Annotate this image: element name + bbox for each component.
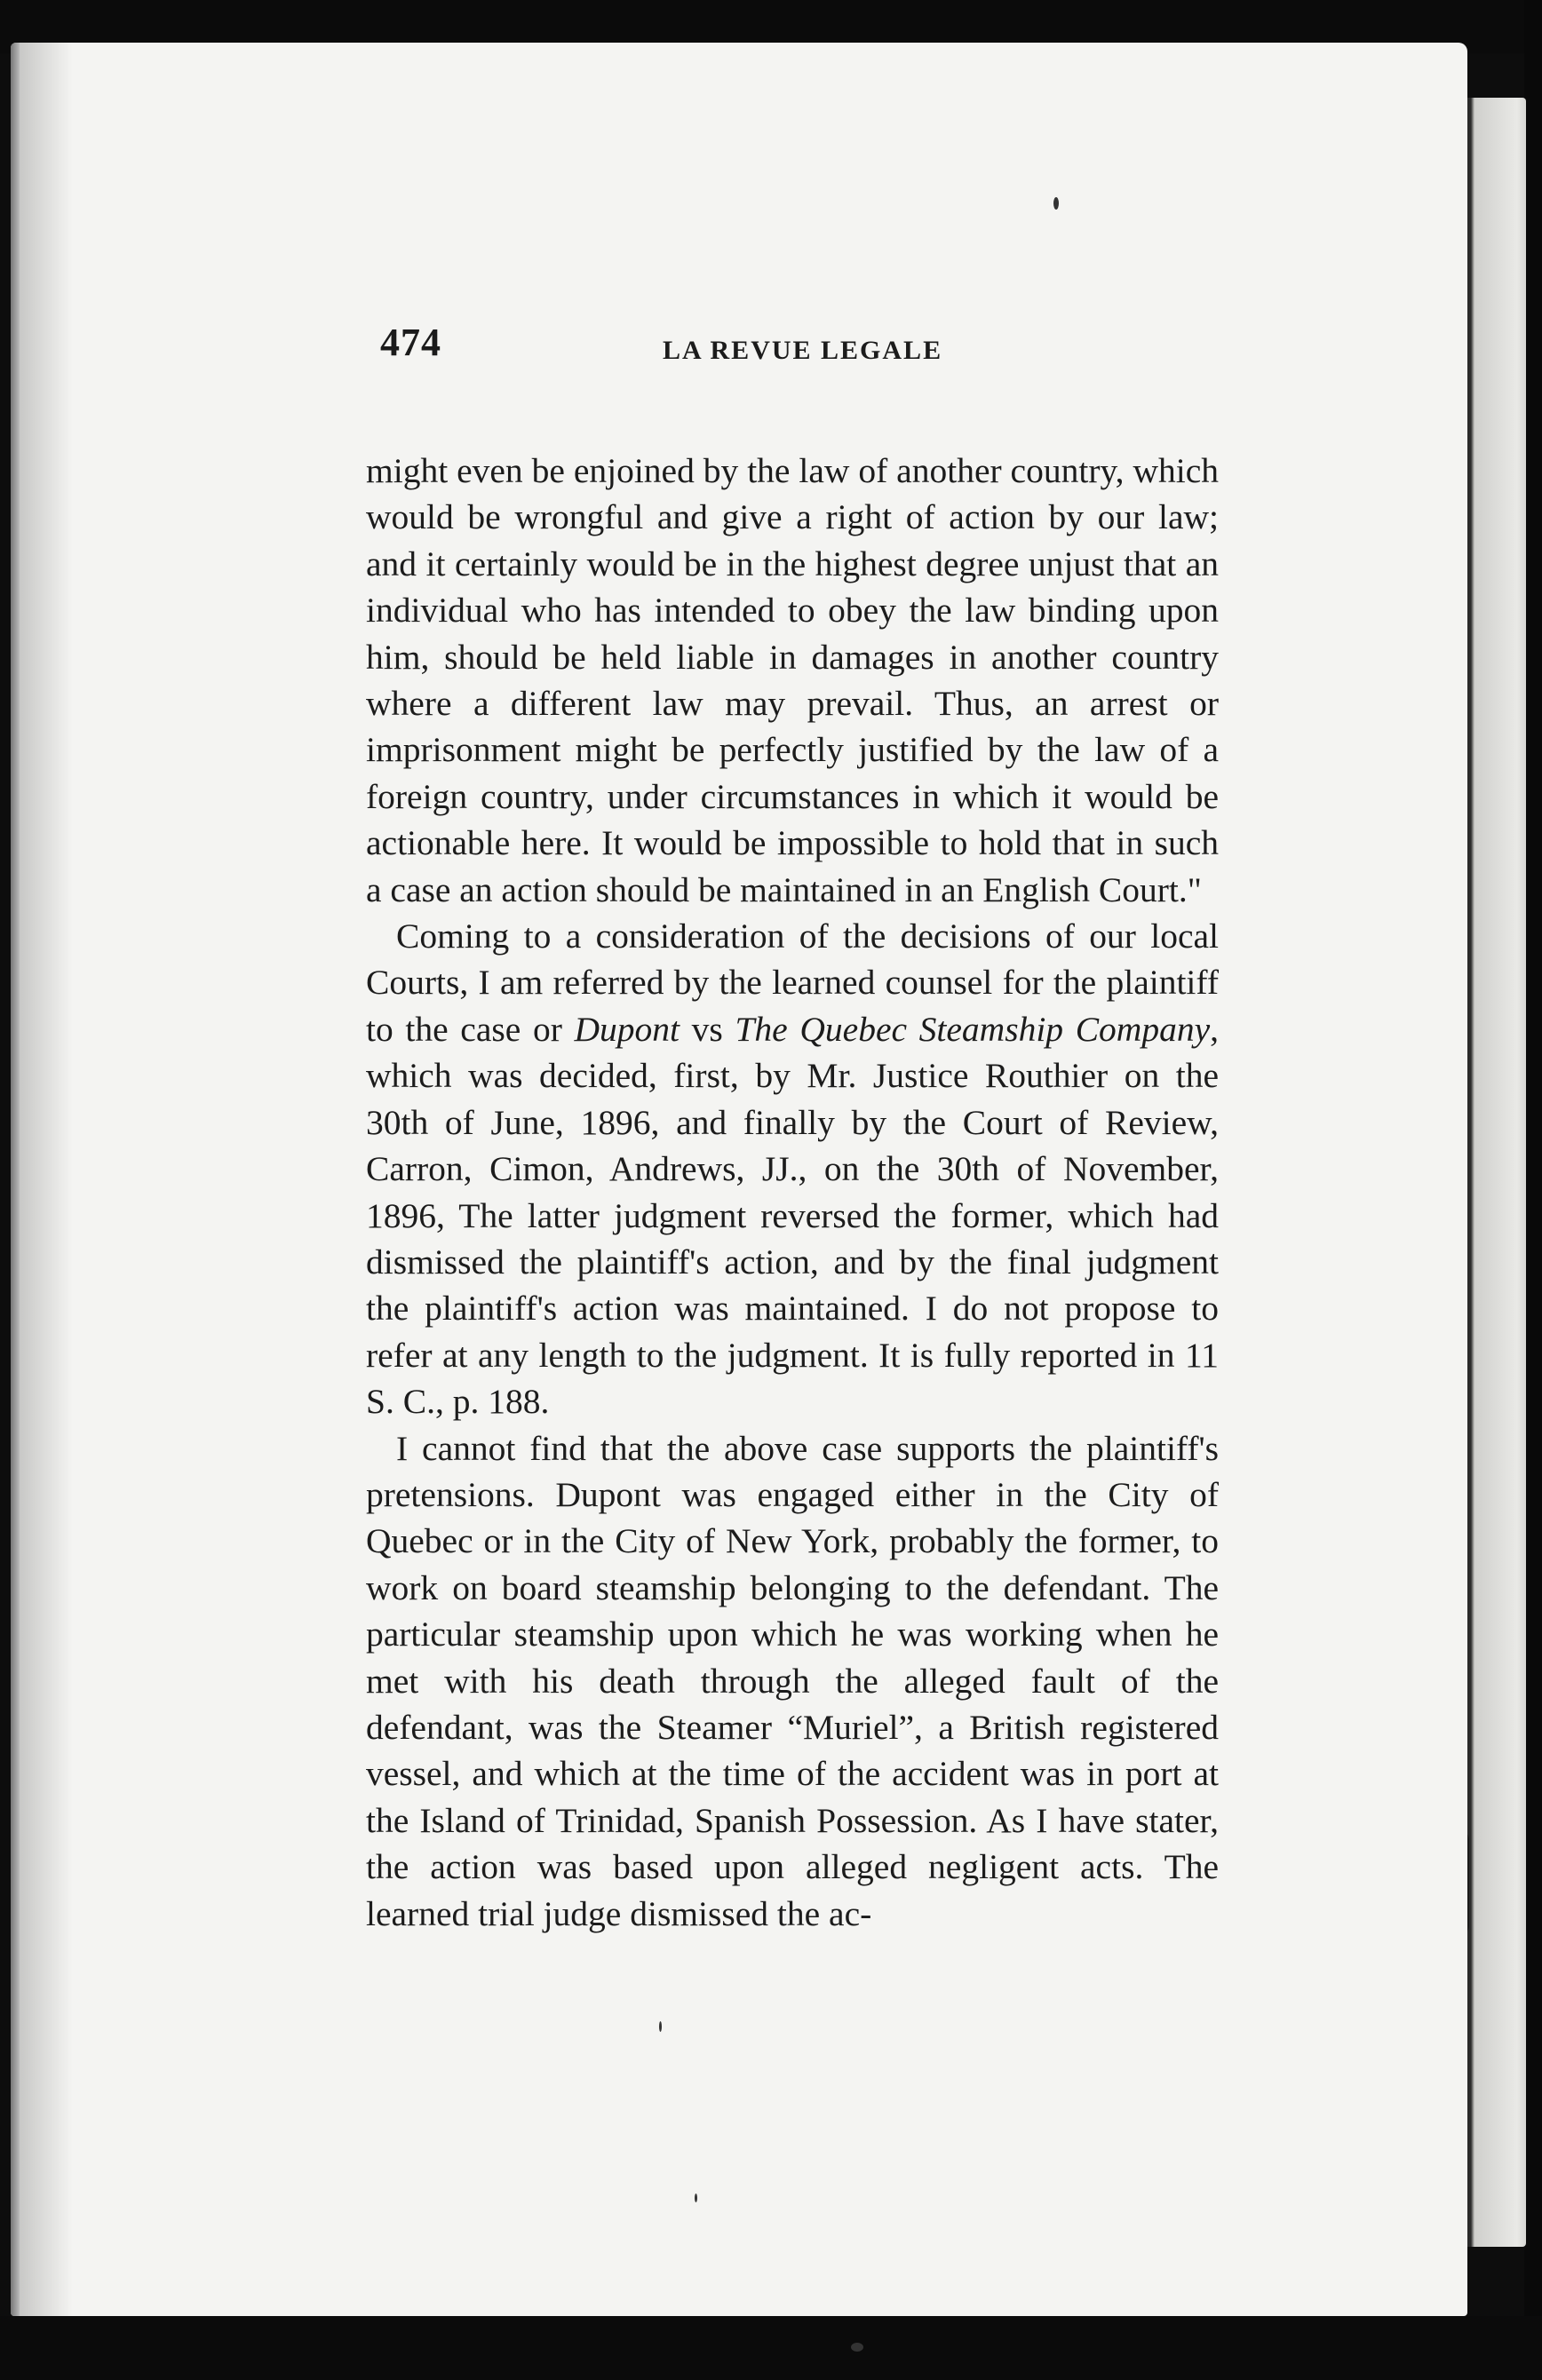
case-party-name: Dupont: [574, 1009, 680, 1049]
case-party-name: The Quebec Steamship Company: [735, 1009, 1211, 1049]
dust-speck: [1053, 197, 1059, 210]
text-segment: Coming to a consideration of the decisions of our local Courts, I am referred by the learned counsel for the plaintiff to the case or: [366, 916, 1219, 1049]
text-segment: vs: [680, 1009, 735, 1049]
running-head-title: LA REVUE LEGALE: [663, 336, 943, 365]
adjacent-page-edge: [1464, 98, 1526, 2247]
page-number: 474: [380, 321, 441, 364]
page-header: [380, 320, 1251, 400]
text-segment: might even be enjoined by the law of another country, which would be wrongful and give a right of action by our law; and it certainly would be in the highest degree unjust that an individual who has intended to obey the law binding upon him, should be held liable in damages in another country where a different law may prevail. Thus, an arrest or imprisonment might be perfectly justified by the law of a foreign country, under circumstances in which it would be actionable here. It would be impossible to hold that in such a case an action should be maintained in an English Court.": [366, 451, 1219, 909]
dust-speck: [851, 2343, 863, 2352]
paragraph-dupont-case: [366, 913, 1219, 1424]
paragraph-continued-quote: [366, 448, 1219, 913]
page-spine: [11, 43, 20, 2316]
body-text: [366, 448, 1219, 1937]
scan-bottom-border: [0, 2316, 1542, 2380]
paragraph-analysis: [366, 1425, 1219, 1937]
dust-speck: [695, 2194, 697, 2202]
text-segment: , which was decided, first, by Mr. Justice Routhier on the 30th of June, 1896, and finally by the Court of Review, Carron, Cimon, Andrews, JJ., on the 30th of November, 1896, The latter judgment reversed the former, which had dismissed the plaintiff's action, and by the final judgment the plaintiff's action was maintained. I do not propose to refer at any length to the judgment. It is fully reported in 11 S. C., p. 188.: [366, 1009, 1219, 1422]
dust-speck: [659, 2021, 662, 2032]
scan-right-border: [1524, 0, 1542, 2380]
gutter-shadow: [20, 43, 73, 2316]
text-segment: I cannot find that the above case supports the plaintiff's pretensions. Dupont was engaged either in the City of Quebec or in the City of New York, probably the former, to work on board steamship belonging to the defendant. The particular steamship upon which he was working when he met with his death through the alleged fault of the defendant, was the Steamer “Muriel”, a British registered vessel, and which at the time of the accident was in port at the Island of Trinidad, Spanish Possession. As I have stater, the action was based upon alleged negligent acts. The learned trial judge dismissed the ac-: [366, 1428, 1219, 1933]
